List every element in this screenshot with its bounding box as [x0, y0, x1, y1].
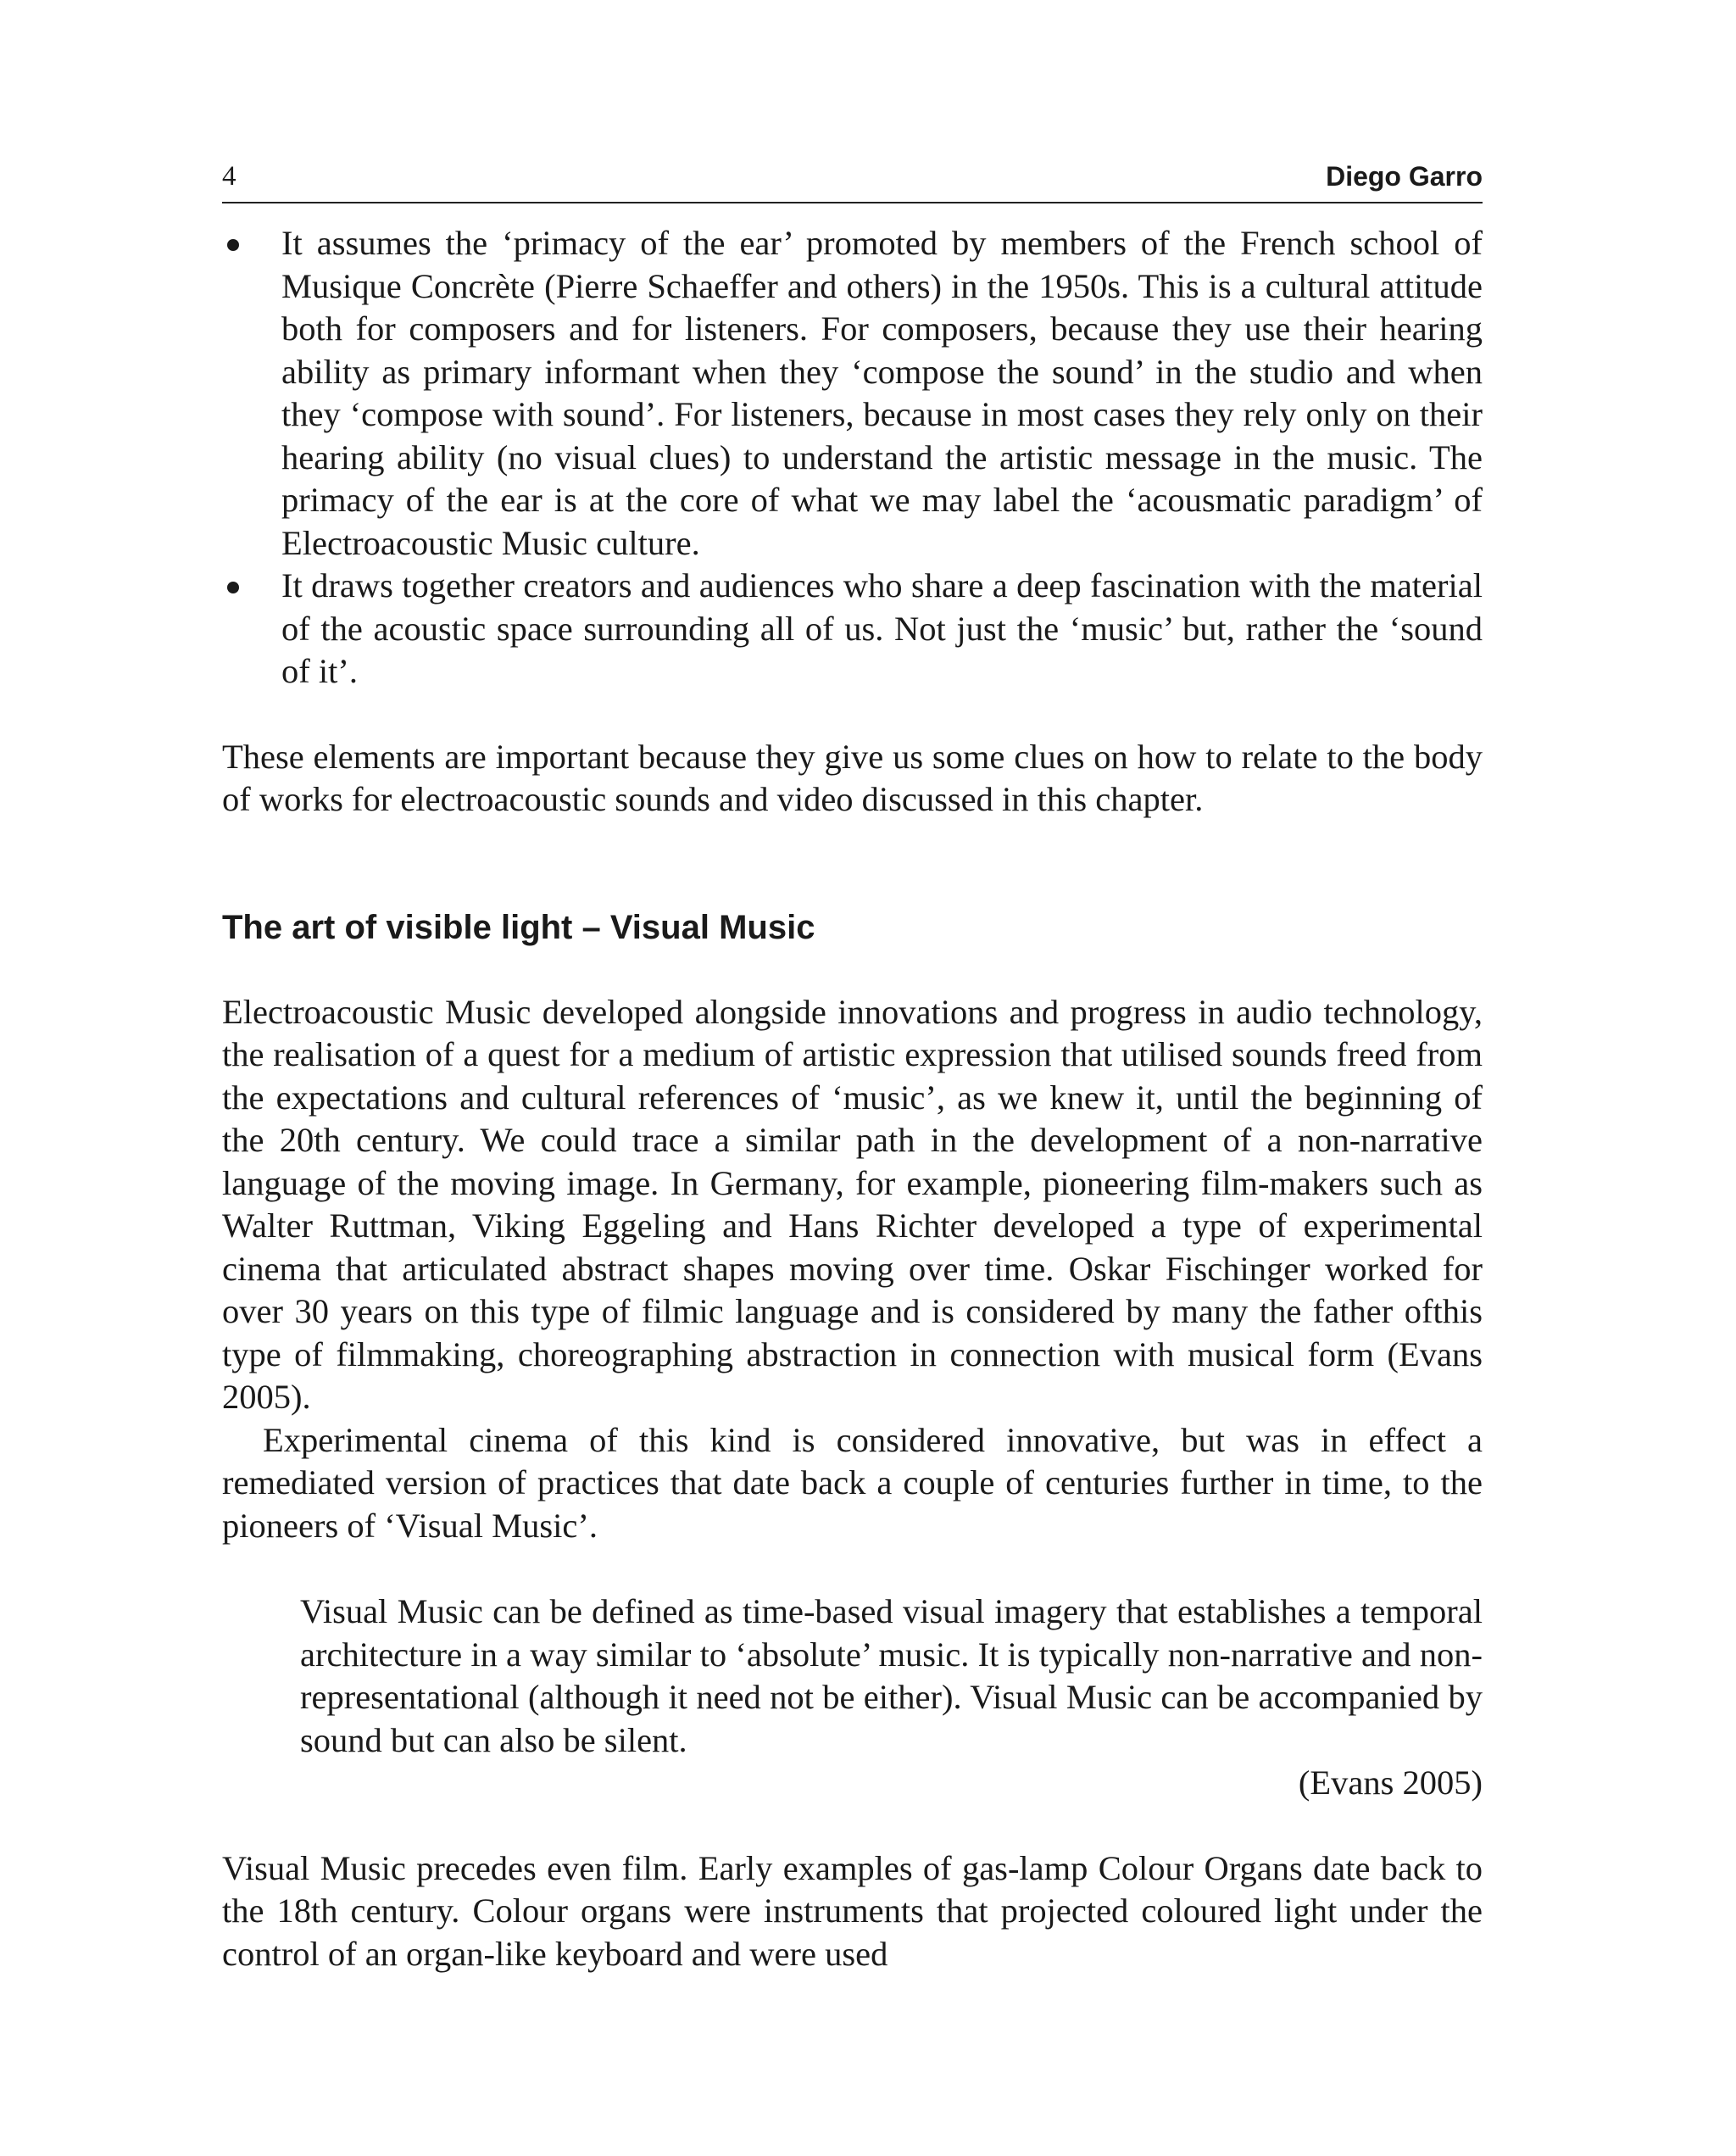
paragraph-electroacoustic: Electroacoustic Music developed alongside innovations and progress in audio technology, the realisation of a quest for a medium of artistic expression that utilised sounds freed from the expectations and cultural references of ‘music’, as we knew it, until the beginning of the 20th century. We could trace a similar path in the development of a non-narrative language of the moving image. In Germany, for example, pioneering film-makers such as Walter Ruttman, Viking Eggeling and Hans Richter developed a type of experimental cinema that articulated abstract shapes moving over time. Oskar Fischinger worked for over 30 years on this type of filmic language and is considered by many the father ofthis type of filmmaking, choreographing abstraction in connection with musical form (Evans 2005). — [222, 992, 1483, 1416]
block-quote — [300, 1591, 1483, 1805]
quote-citation: (Evans 2005) — [1298, 1763, 1483, 1802]
bullet-text: It assumes the ‘primacy of the ear’ promoted by members of the French school of Musique Concrète (Pierre Schaeffer and others) in the 1950s. This is a cultural attitude both for composers and for listeners. For composers, because they use their hearing ability as primary informant when they ‘compose the sound’ in the studio and when they ‘compose with sound’. For listeners, because in most cases they rely only on their hearing ability (no visual clues) to understand the artistic message in the music. The primacy of the ear is at the core of what we may label the ‘acousmatic paradigm’ of Electroacoustic Music culture. — [281, 224, 1483, 562]
bullet-text: It draws together creators and audiences who share a deep fascination with the material of the acoustic space surrounding all of us. Not just the ‘music’ but, rather the ‘sound of it’. — [281, 566, 1483, 690]
bullet-icon — [227, 239, 239, 251]
book-page — [222, 159, 1483, 1975]
page-body — [222, 222, 1483, 1975]
bullet-item-creators-audiences — [222, 565, 1483, 694]
running-head-author: Diego Garro — [1326, 161, 1483, 192]
bullet-list — [222, 222, 1483, 694]
bullet-icon — [227, 582, 239, 593]
paragraph-elements: These elements are important because they give us some clues on how to relate to the body of works for electroacoustic sounds and video discussed in this chapter. — [222, 737, 1483, 818]
quote-text: Visual Music can be defined as time-based visual imagery that establishes a temporal architecture in a way similar to ‘absolute’ music. It is typically non-narrative and non-representational (although it need not be either). Visual Music can be accompanied by sound but can also be silent. — [300, 1592, 1483, 1759]
bullet-item-primacy-of-ear — [222, 222, 1483, 565]
running-head — [222, 159, 1483, 203]
section-heading: The art of visible light – Visual Music — [222, 908, 815, 946]
paragraph-experimental-cinema: Experimental cinema of this kind is considered innovative, but was in effect a remediated version of practices that date back a couple of centuries further in time, to the pioneers of ‘Visual Music’. — [222, 1420, 1483, 1545]
paragraph-visual-music: Visual Music precedes even film. Early examples of gas-lamp Colour Organs date back to the 18th century. Colour organs were instruments that projected coloured light under the control of an organ-like keyboard and were used — [222, 1848, 1483, 1973]
page-number: 4 — [222, 161, 236, 192]
